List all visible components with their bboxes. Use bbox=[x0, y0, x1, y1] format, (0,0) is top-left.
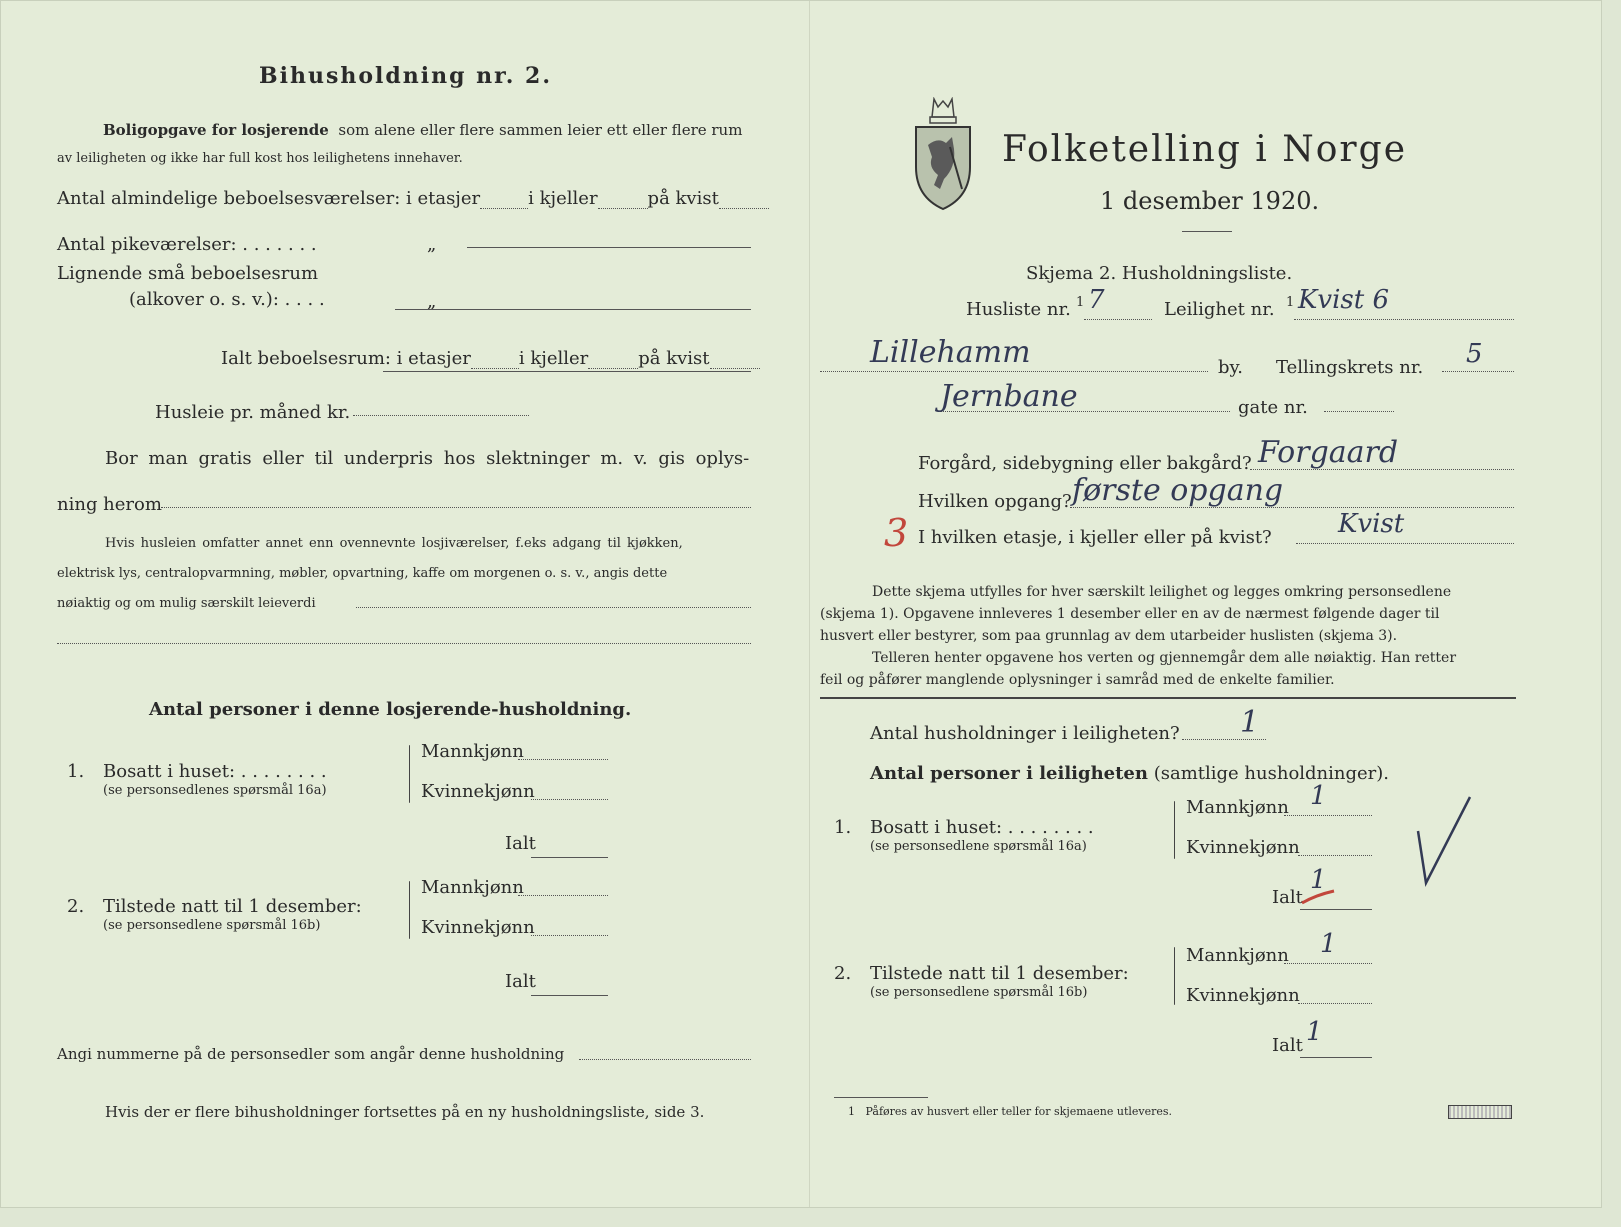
footnote-number: 1 bbox=[848, 1105, 855, 1118]
left-q2-male-field bbox=[518, 895, 608, 896]
instructions-line-3: husvert eller bestyrer, som paa grunnlag av dem utarbeider huslisten (skjema 3). bbox=[820, 628, 1398, 644]
left-q2-number: 2. bbox=[67, 896, 85, 917]
numbers-field bbox=[579, 1059, 751, 1060]
instructions-line-2: (skjema 1). Opgavene innleveres 1 desember eller en av de nærmest følgende dager til bbox=[820, 606, 1440, 622]
right-q2-total-field bbox=[1300, 1057, 1372, 1058]
small-rooms-line bbox=[395, 309, 751, 310]
footnote-rule bbox=[834, 1097, 928, 1098]
stamp-icon bbox=[1448, 1105, 1512, 1119]
right-q1-total-field bbox=[1300, 909, 1372, 910]
numbers-note: Angi nummerne på de personsedler som angår denne husholdning bbox=[57, 1045, 565, 1063]
census-date: 1 desember 1920. bbox=[1100, 187, 1320, 215]
tellingskrets-label: Tellingskrets nr. bbox=[1276, 357, 1424, 378]
total-rooms-label: Ialt beboelsesrum: i etasjer bbox=[221, 348, 471, 369]
maid-rooms-label: Antal pikeværelser: . . . . . . . bbox=[57, 234, 317, 255]
city-value: Lillehamm bbox=[870, 335, 1031, 370]
left-q2-female-field bbox=[531, 935, 608, 936]
left-q1-male-label: Mannkjønn bbox=[421, 741, 524, 762]
total-rooms-row bbox=[221, 348, 760, 369]
forgard-label: Forgård, sidebygning eller bakgård? bbox=[918, 453, 1252, 474]
instructions-line-4: Telleren henter opgavene hos verten og gjennemgår dem alle nøiaktig. Han retter bbox=[872, 650, 1457, 666]
right-q2-total-value: 1 bbox=[1306, 1017, 1323, 1047]
left-q1-sub: (se personsedlenes spørsmål 16a) bbox=[103, 783, 327, 798]
note-line-1: Hvis husleien omfatter annet enn ovennevnte losjiværelser, f.eks adgang til kjøkken, bbox=[105, 536, 683, 551]
left-q1-female-field bbox=[531, 799, 608, 800]
right-q2-total-label: Ialt bbox=[1272, 1035, 1303, 1056]
right-q2-number: 2. bbox=[834, 963, 852, 984]
right-q1-sub: (se personsedlene spørsmål 16a) bbox=[870, 839, 1087, 854]
left-q1-female-label: Kvinnekjønn bbox=[421, 781, 535, 802]
small-rooms-label-1: Lignende små beboelsesrum bbox=[57, 263, 319, 284]
rooms-label: Antal almindelige beboelsesværelser: i etasjer bbox=[57, 188, 481, 209]
title-rule bbox=[1182, 231, 1232, 232]
right-q1-male-value: 1 bbox=[1310, 781, 1327, 811]
left-q1-male-field bbox=[518, 759, 608, 760]
persons-rest: (samtlige husholdninger). bbox=[1153, 763, 1390, 784]
right-q2-male-value: 1 bbox=[1320, 929, 1337, 959]
check-mark-icon bbox=[1414, 791, 1474, 891]
left-q2-brace bbox=[409, 881, 410, 939]
left-q1-number: 1. bbox=[67, 761, 85, 782]
rent-label: Husleie pr. måned kr. bbox=[155, 402, 351, 423]
right-q1-female-label: Kvinnekjønn bbox=[1186, 837, 1300, 858]
forgard-value: Forgaard bbox=[1258, 435, 1399, 470]
note-field-1 bbox=[356, 607, 751, 608]
husliste-label: Husliste nr. bbox=[966, 299, 1071, 320]
right-title: Folketelling i Norge bbox=[1002, 129, 1407, 170]
right-q1-male-field bbox=[1284, 815, 1372, 816]
persons-title: Antal personer i denne losjerende-husholdning. bbox=[149, 699, 632, 720]
right-q2-label: Tilstede natt til 1 desember: bbox=[870, 963, 1129, 984]
free-field bbox=[161, 507, 751, 508]
right-q1-total-value: 1 bbox=[1310, 865, 1327, 895]
section-divider bbox=[820, 697, 1516, 699]
small-rooms-ditto: „ bbox=[427, 291, 437, 312]
left-q1-brace bbox=[409, 745, 410, 803]
red-pencil-mark-icon bbox=[1298, 887, 1338, 907]
leilighet-value: Kvist 6 bbox=[1298, 285, 1390, 315]
small-rooms-label-2: (alkover o. s. v.): . . . . bbox=[129, 289, 325, 310]
note-line-3: nøiaktig og om mulig særskilt leieverdi bbox=[57, 596, 316, 611]
footnote-text: Påføres av husvert eller teller for skjemaene utleveres. bbox=[865, 1105, 1173, 1118]
left-q1-total-field bbox=[531, 857, 608, 858]
households-value: 1 bbox=[1240, 705, 1260, 740]
husliste-value: 7 bbox=[1088, 285, 1105, 315]
free-line-2: ning herom bbox=[57, 494, 162, 515]
instructions-line-5: feil og påfører manglende oplysninger i samråd med de enkelte familier. bbox=[820, 672, 1335, 688]
opgang-value: første opgang bbox=[1072, 473, 1284, 508]
intro-line-2: av leiligheten og ikke har full kost hos leilighetens innehaver. bbox=[57, 151, 463, 166]
gate-field bbox=[1324, 411, 1394, 412]
households-label: Antal husholdninger i leiligheten? bbox=[870, 723, 1180, 744]
leilighet-field bbox=[1294, 319, 1514, 320]
intro-bold: Boligopgave for losjerende bbox=[103, 121, 329, 139]
right-page bbox=[809, 1, 1602, 1207]
left-q1-label: Bosatt i huset: . . . . . . . . bbox=[103, 761, 327, 782]
by-label: by. bbox=[1218, 357, 1244, 378]
right-q1-male-label: Mannkjønn bbox=[1186, 797, 1289, 818]
left-q2-sub: (se personsedlene spørsmål 16b) bbox=[103, 918, 321, 933]
note-field-2 bbox=[57, 643, 751, 644]
rooms-attic-label: på kvist bbox=[647, 188, 719, 209]
right-q1-female-field bbox=[1298, 855, 1372, 856]
rent-field bbox=[353, 415, 529, 416]
total-rooms-cellar-label: i kjeller bbox=[518, 348, 589, 369]
continue-note: Hvis der er flere bihusholdninger fortsettes på en ny husholdningsliste, side 3. bbox=[105, 1103, 705, 1121]
intro-line-1 bbox=[103, 121, 742, 139]
left-q1-total-label: Ialt bbox=[505, 833, 536, 854]
maid-rooms-line bbox=[467, 247, 751, 248]
note-line-2: elektrisk lys, centralopvarmning, møbler, opvartning, kaffe om morgenen o. s. v., angis dette bbox=[57, 566, 668, 581]
leilighet-footnote-mark: 1 bbox=[1286, 295, 1295, 310]
right-q2-female-label: Kvinnekjønn bbox=[1186, 985, 1300, 1006]
right-q2-male-field bbox=[1284, 963, 1372, 964]
etasje-field bbox=[1296, 543, 1514, 544]
tellingskrets-value: 5 bbox=[1466, 339, 1483, 369]
etasje-value: Kvist bbox=[1338, 509, 1405, 539]
leilighet-label: Leilighet nr. bbox=[1164, 299, 1275, 320]
left-q2-total-label: Ialt bbox=[505, 971, 536, 992]
etasje-label: I hvilken etasje, i kjeller eller på kvist? bbox=[918, 527, 1272, 548]
tellingskrets-field bbox=[1442, 371, 1514, 372]
city-field bbox=[820, 371, 1208, 372]
right-q2-sub: (se personsedlene spørsmål 16b) bbox=[870, 985, 1088, 1000]
left-q2-female-label: Kvinnekjønn bbox=[421, 917, 535, 938]
right-q2-female-field bbox=[1298, 1003, 1372, 1004]
schema-label: Skjema 2. Husholdningsliste. bbox=[1026, 263, 1293, 284]
right-q1-label: Bosatt i huset: . . . . . . . . bbox=[870, 817, 1094, 838]
instructions-line-1: Dette skjema utfylles for hver særskilt leilighet og legges omkring personsedlene bbox=[872, 584, 1452, 600]
husliste-field bbox=[1084, 319, 1152, 320]
instructions bbox=[820, 581, 1516, 691]
left-page bbox=[1, 1, 809, 1207]
right-q1-number: 1. bbox=[834, 817, 852, 838]
right-q1-total-label: Ialt bbox=[1272, 887, 1303, 908]
norwegian-coat-of-arms-icon bbox=[910, 97, 976, 213]
maid-ditto: „ bbox=[427, 234, 437, 255]
husliste-footnote-mark: 1 bbox=[1076, 295, 1085, 310]
red-margin-mark: 3 bbox=[884, 511, 909, 555]
rooms-row bbox=[57, 188, 769, 209]
free-line-1: Bor man gratis eller til underpris hos slektninger m. v. gis oplys- bbox=[105, 448, 750, 469]
total-rooms-underline bbox=[383, 371, 751, 372]
right-q2-male-label: Mannkjønn bbox=[1186, 945, 1289, 966]
opgang-label: Hvilken opgang? bbox=[918, 491, 1072, 512]
total-rooms-attic-label: på kvist bbox=[638, 348, 710, 369]
rooms-cellar-label: i kjeller bbox=[528, 188, 598, 209]
left-title: Bihusholdning nr. 2. bbox=[259, 63, 552, 89]
gate-label: gate nr. bbox=[1238, 397, 1308, 418]
left-q2-label: Tilstede natt til 1 desember: bbox=[103, 896, 362, 917]
right-q1-brace bbox=[1174, 801, 1175, 859]
intro-rest: som alene eller flere sammen leier ett eller flere rum bbox=[338, 121, 743, 139]
street-value: Jernbane bbox=[940, 379, 1078, 414]
persons-bold: Antal personer i leiligheten bbox=[870, 763, 1148, 784]
left-q2-total-field bbox=[531, 995, 608, 996]
right-q2-brace bbox=[1174, 947, 1175, 1005]
left-q2-male-label: Mannkjønn bbox=[421, 877, 524, 898]
footnote bbox=[848, 1105, 1172, 1118]
